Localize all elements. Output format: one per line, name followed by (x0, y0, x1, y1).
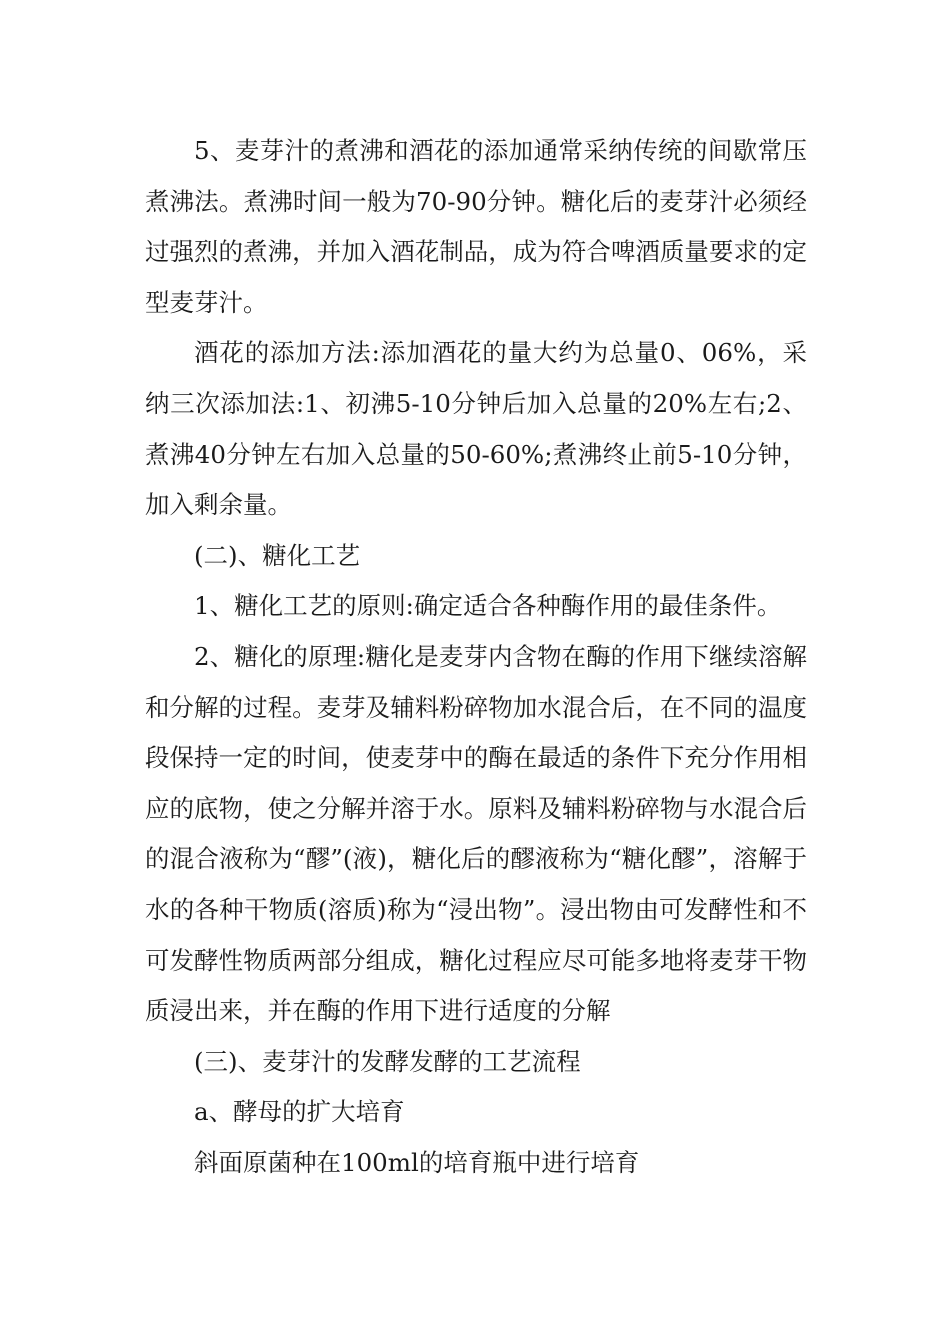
heading-fermentation-flow: (三)、麦芽汁的发酵发酵的工艺流程 (194, 1046, 581, 1076)
paragraph-hops-addition: 酒花的添加方法:添加酒花的量大约为总量0、06%，采纳三次添加法:1、初沸5-10分钟后加入总量的20%左右;2、煮沸40分钟左右加入总量的50-60%;煮沸终止前5-10分钟，加入剩余量。 (145, 338, 807, 520)
document-body (145, 126, 807, 1188)
paragraph-saccharification-principle: 1、糖化工艺的原则:确定适合各种酶作用的最佳条件。 (194, 591, 782, 621)
paragraph-wort-boiling: 5、麦芽汁的煮沸和酒花的添加通常采纳传统的间歇常压煮沸法。煮沸时间一般为70-90分钟。糖化后的麦芽汁必须经过强烈的煮沸，并加入酒花制品，成为符合啤酒质量要求的定型麦芽汁。 (145, 136, 807, 317)
subheading-yeast-culture: a、酵母的扩大培育 (194, 1097, 405, 1127)
paragraph-saccharification-theory: 2、糖化的原理:糖化是麦芽内含物在酶的作用下继续溶解和分解的过程。麦芽及辅料粉碎物加水混合后，在不同的温度段保持一定的时间，使麦芽中的酶在最适的条件下充分作用相应的底物，使之分解并溶于水。原料及辅料粉碎物与水混合后的混合液称为“醪”(液)，糖化后的醪液称为“糖化醪”，溶解于水的各种干物质(溶质)称为“浸出物”。浸出物由可发酵性和不可发酵性物质两部分组成，糖化过程应尽可能多地将麦芽干物质浸出来，并在酶的作用下进行适度的分解 (145, 641, 807, 1026)
heading-saccharification-process: (二)、糖化工艺 (194, 540, 361, 570)
paragraph-strain-culture: 斜面原菌种在100ml的培育瓶中进行培育 (194, 1147, 640, 1177)
